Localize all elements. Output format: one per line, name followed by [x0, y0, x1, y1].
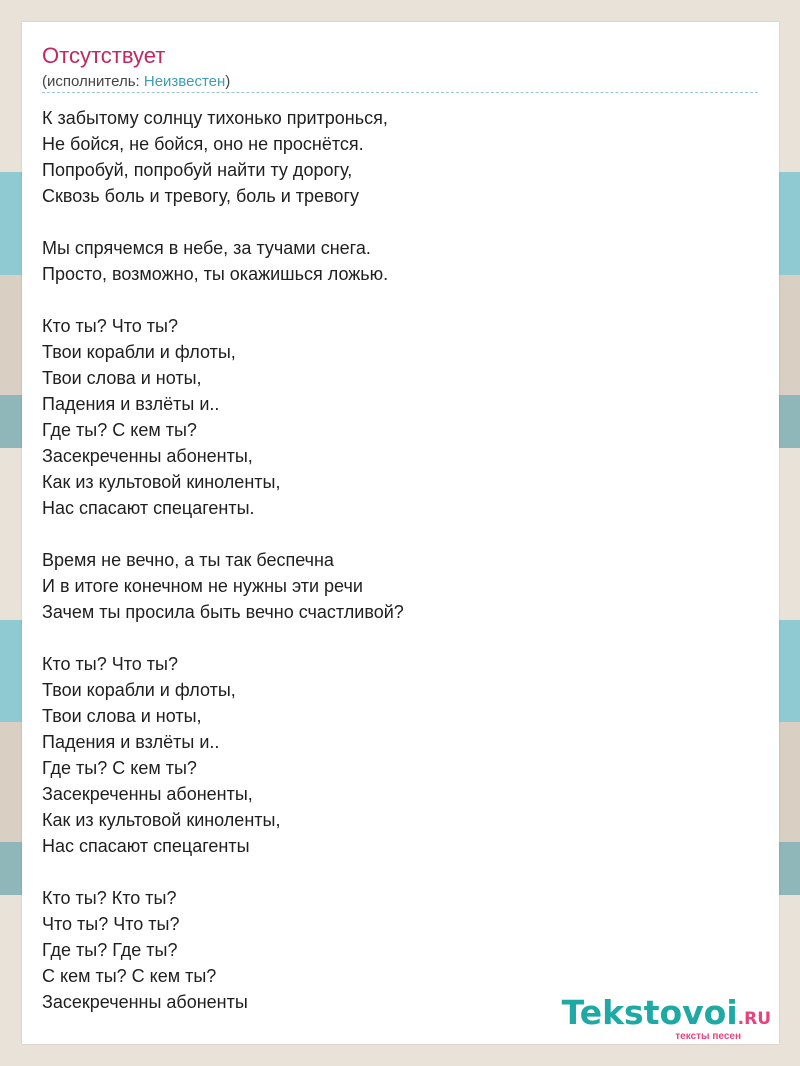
lyrics-line: Как из культовой киноленты,	[42, 472, 281, 492]
lyrics-line: Падения и взлёты и..	[42, 732, 220, 752]
lyrics-line: Засекреченны абоненты	[42, 992, 248, 1012]
site-logo[interactable]	[561, 993, 771, 1042]
lyrics-line: Сквозь боль и тревогу, боль и тревогу	[42, 186, 360, 206]
lyrics-stanza	[42, 105, 742, 209]
lyrics-line: С кем ты? С кем ты?	[42, 966, 217, 986]
lyrics-line: Где ты? Где ты?	[42, 940, 178, 960]
lyrics-line: Попробуй, попробуй найти ту дорогу,	[42, 160, 353, 180]
lyrics-line: Кто ты? Что ты?	[42, 654, 178, 674]
lyrics-line: Засекреченны абоненты,	[42, 784, 253, 804]
logo-tld: .RU	[737, 1009, 771, 1029]
lyrics-line: К забытому солнцу тихонько притронься,	[42, 108, 388, 128]
lyrics-line: Как из культовой киноленты,	[42, 810, 281, 830]
artist-prefix: (исполнитель:	[42, 73, 144, 90]
lyrics-line: Мы спрячемся в небе, за тучами снега.	[42, 238, 371, 258]
lyrics-stanza	[42, 235, 742, 287]
artist-link[interactable]: Неизвестен	[143, 73, 226, 90]
artist-line	[42, 73, 230, 91]
lyrics-line: Засекреченны абоненты,	[42, 446, 253, 466]
lyrics-line: Не бойся, не бойся, оно не проснётся.	[42, 134, 364, 154]
lyrics-line: Где ты? С кем ты?	[42, 758, 197, 778]
title-separator	[42, 92, 758, 93]
lyrics-line: Нас спасают спецагенты	[42, 836, 250, 856]
lyrics-line: Что ты? Что ты?	[42, 914, 180, 934]
lyrics-line: Твои слова и ноты,	[42, 368, 202, 388]
lyrics-line: Твои корабли и флоты,	[42, 680, 236, 700]
lyrics-line: Кто ты? Что ты?	[42, 316, 178, 336]
lyrics-card	[22, 22, 779, 1044]
artist-suffix: )	[225, 73, 231, 90]
lyrics-line: Зачем ты просила быть вечно счастливой?	[42, 602, 404, 622]
lyrics-line: Нас спасают спецагенты.	[42, 498, 255, 518]
logo-wordmark	[561, 993, 771, 1036]
lyrics-stanza	[42, 651, 742, 859]
lyrics-line: Время не вечно, а ты так беспечна	[42, 550, 334, 570]
lyrics-line: Падения и взлёты и..	[42, 394, 220, 414]
lyrics-stanza	[42, 547, 742, 625]
logo-subtitle: тексты песен	[675, 1031, 741, 1042]
lyrics-stanza	[42, 313, 742, 521]
logo-main-text: Tekstovoi	[561, 993, 738, 1032]
lyrics-line: Твои слова и ноты,	[42, 706, 202, 726]
lyrics-line: Твои корабли и флоты,	[42, 342, 236, 362]
lyrics-line: Кто ты? Кто ты?	[42, 888, 177, 908]
lyrics-body	[42, 105, 742, 1041]
song-title: Отсутствует	[42, 43, 166, 68]
lyrics-line: И в итоге конечном не нужны эти речи	[42, 576, 363, 596]
lyrics-line: Просто, возможно, ты окажишься ложью.	[42, 264, 389, 284]
lyrics-line: Где ты? С кем ты?	[42, 420, 197, 440]
